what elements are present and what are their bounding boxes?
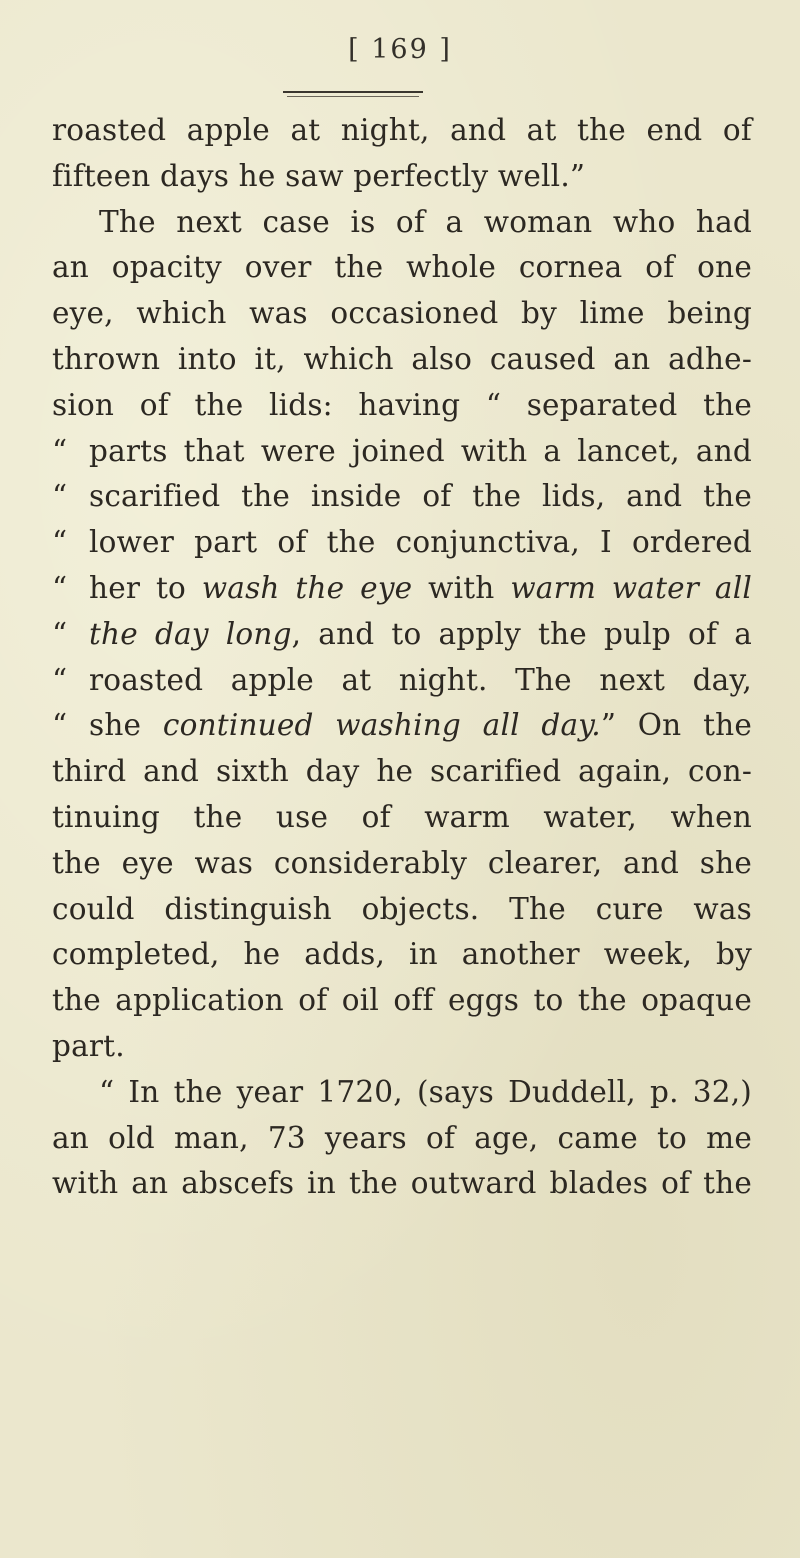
text-line (52, 978, 752, 1024)
text-line (52, 932, 752, 978)
quote-mark: “ (52, 570, 68, 605)
header-rule (283, 91, 423, 93)
text-line (52, 429, 752, 475)
text-segment: the eye was considerably clearer, and she (52, 845, 752, 880)
text-segment: could distinguish objects. The cure was (52, 891, 752, 926)
italic-text: wash the eye (201, 570, 413, 605)
italic-text: continued washing all day. (162, 708, 601, 743)
text-line (52, 749, 752, 795)
quote-mark: “ (52, 479, 68, 514)
quote-mark: “ (52, 708, 68, 743)
text-segment: with (412, 570, 511, 605)
text-segment: “ In the year 1720, (says Duddell, p. 32,) (99, 1074, 752, 1109)
text-line (52, 520, 752, 566)
text-segment: third and sixth day he scarified again, con- (52, 754, 752, 789)
text-segment: eye, which was occasioned by lime being (52, 296, 752, 331)
text-line (52, 1024, 752, 1070)
text-line (52, 245, 752, 291)
text-segment: sion of the lids: having “ separated the (52, 387, 752, 422)
text-segment: fifteen days he saw perfectly well.” (52, 158, 586, 193)
text-segment: ” On the (600, 708, 752, 743)
text-line (52, 1116, 752, 1162)
text-segment: an old man, 73 years of age, came to me (52, 1120, 752, 1155)
text-line (52, 108, 752, 154)
text-segment: roasted apple at night. The next day, (89, 662, 752, 697)
text-line (52, 291, 752, 337)
text-segment: roasted apple at night, and at the end of (52, 113, 752, 147)
text-line (52, 566, 752, 612)
text-segment: tinuing the use of warm water, when (52, 799, 752, 834)
text-line (52, 795, 752, 841)
italic-text: the day long (89, 616, 292, 651)
text-segment: an opacity over the whole cornea of one (52, 250, 752, 285)
text-segment: , and to apply the pulp of a (291, 616, 752, 651)
text-segment: The next case is of a woman who had (99, 204, 752, 239)
text-segment: completed, he adds, in another week, by (52, 937, 752, 972)
text-line (52, 658, 752, 704)
body-text (52, 108, 752, 1207)
text-line (52, 337, 752, 383)
quote-mark: “ (52, 525, 68, 560)
text-segment: scarified the inside of the lids, and the (89, 479, 752, 514)
italic-text: warm water all (510, 570, 752, 605)
quote-mark: “ (52, 616, 68, 651)
quote-mark: “ (52, 662, 68, 697)
text-segment: the application of oil off eggs to the opaque (52, 983, 752, 1018)
text-segment: with an abscefs in the outward blades of the (52, 1166, 752, 1201)
text-segment: parts that were joined with a lancet, and (89, 433, 752, 468)
text-line (52, 383, 752, 429)
text-line (52, 154, 752, 200)
text-line (52, 200, 752, 246)
text-line (52, 841, 752, 887)
text-segment: she (89, 708, 163, 743)
page-number: [ 169 ] (348, 34, 452, 65)
text-segment: lower part of the conjunctiva, I ordered (89, 525, 752, 560)
text-line (52, 887, 752, 933)
text-line (52, 1070, 752, 1116)
text-segment: thrown into it, which also caused an adhe- (52, 341, 752, 376)
text-line (52, 1161, 752, 1207)
text-segment: part. (52, 1028, 125, 1063)
quote-mark: “ (52, 433, 68, 468)
text-line (52, 474, 752, 520)
text-line (52, 703, 752, 749)
text-line (52, 612, 752, 658)
text-segment: her to (89, 570, 202, 605)
